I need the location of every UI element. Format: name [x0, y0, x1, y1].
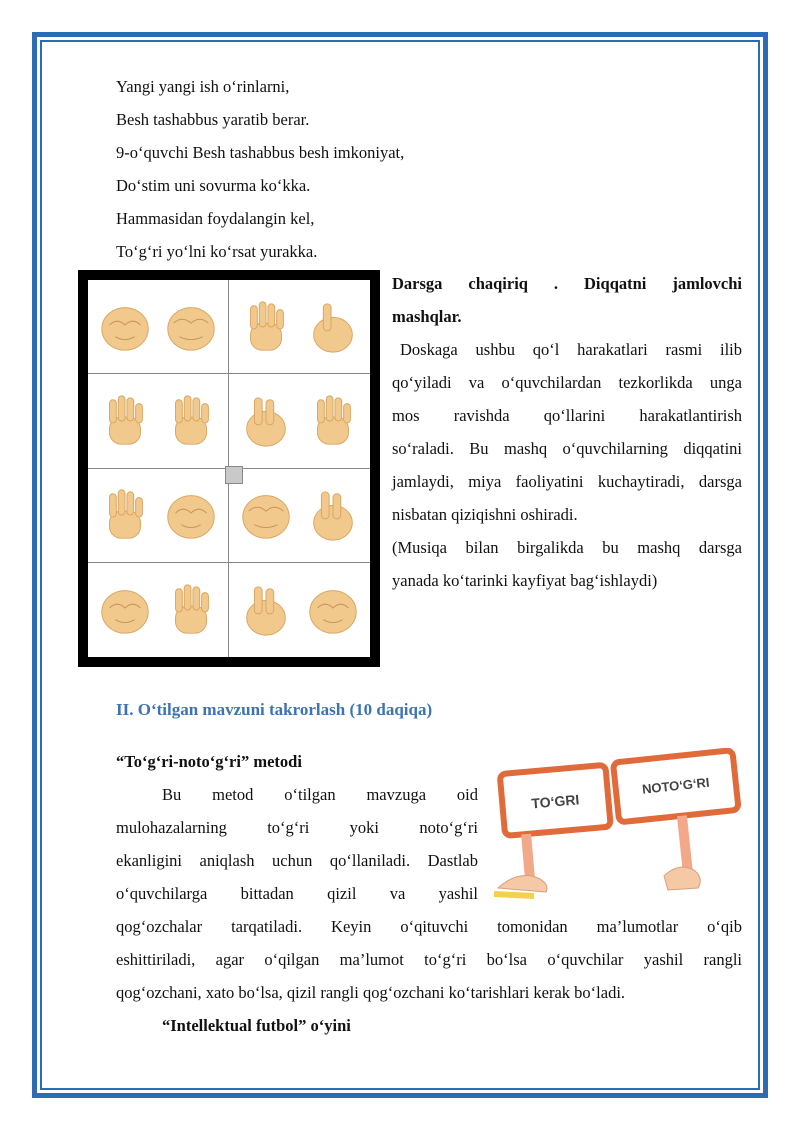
grid-cell: [88, 280, 229, 374]
exercise-line: jamlaydi, miya faoliyatini kuchaytiradi, darsga: [392, 472, 742, 491]
open-hand-icon: [162, 581, 220, 639]
poem-line: 9-o‘quvchi Besh tashabbus besh imkoniyat,: [116, 143, 405, 162]
exercise-line: so‘raladi. Bu mashq o‘quvchilarning diqqatini: [392, 439, 742, 458]
open-hand-icon: [304, 392, 362, 450]
poem-line: Besh tashabbus yaratib berar.: [116, 110, 310, 129]
fist-icon: [96, 298, 154, 356]
exercise-title-cont: mashqlar.: [392, 307, 462, 326]
pointing-hand-icon: [304, 298, 362, 356]
two-fingers-hand-icon: [237, 581, 295, 639]
method-line: Bu metod o‘tilgan mavzuga oid: [162, 785, 478, 804]
hand-gestures-image: [78, 270, 380, 667]
poem-line: To‘g‘ri yo‘lni ko‘rsat yurakka.: [116, 242, 318, 261]
exercise-line: mos ravishda qo‘llarini harakatlantirish: [392, 406, 742, 425]
fist-icon: [162, 486, 220, 544]
true-false-signs-image: [488, 748, 750, 900]
sign-left-label: TO‘GRI: [530, 791, 580, 812]
grid-cell: [88, 469, 229, 563]
correct-sign: [500, 765, 615, 884]
grid-cell: [229, 280, 370, 374]
section-heading: II. O‘tilgan mavzuni takrorlash (10 daqiqa): [116, 700, 433, 719]
poem-line: Yangi yangi ish o‘rinlarni,: [116, 77, 290, 96]
method-line: mulohazalarning to‘g‘ri yoki noto‘g‘ri: [116, 818, 478, 837]
exercise-line: (Musiqa bilan birgalikda bu mashq darsga: [392, 538, 742, 557]
open-hand-icon: [96, 392, 154, 450]
grid-cell: [229, 469, 370, 563]
fist-icon: [237, 486, 295, 544]
grid-cell: [88, 563, 229, 657]
game-title: “Intellektual futbol” o‘yini: [162, 1016, 351, 1035]
fist-icon: [162, 298, 220, 356]
method-line: eshittiriladi, agar o‘qilgan ma’lumot to‘g‘ri bo‘lsa o‘quvchilar yashil rangli: [116, 950, 742, 969]
fist-icon: [304, 581, 362, 639]
exercise-line: nisbatan qiziqishni oshiradi.: [392, 505, 578, 524]
image-placeholder-icon: [225, 466, 243, 484]
exercise-line: qo‘yiladi va o‘quvchilardan tezkorlikda unga: [392, 373, 742, 392]
poem-line: Hammasidan foydalangin kel,: [116, 209, 315, 228]
method-line: ekanligini aniqlash uchun qo‘llaniladi. Dastlab: [116, 851, 478, 870]
incorrect-sign: [613, 750, 745, 882]
open-hand-icon: [162, 392, 220, 450]
poem-line: Do‘stim uni sovurma ko‘kka.: [116, 176, 311, 195]
sign-right-label: NOTO‘G‘RI: [641, 774, 711, 797]
method-line: qog‘ozchalar tarqatiladi. Keyin o‘qituvchi tomonidan ma’lumotlar o‘qib: [116, 917, 742, 936]
open-hand-icon: [237, 298, 295, 356]
grid-cell: [88, 374, 229, 468]
open-hand-icon: [96, 486, 154, 544]
method-title: “To‘g‘ri-noto‘g‘ri” metodi: [116, 752, 302, 771]
two-fingers-hand-icon: [304, 486, 362, 544]
exercise-title: Darsga chaqiriq . Diqqatni jamlovchi: [392, 274, 742, 293]
exercise-line: Doskaga ushbu qo‘l harakatlari rasmi ilib: [400, 340, 742, 359]
two-fingers-hand-icon: [237, 392, 295, 450]
method-line: o‘quvchilarga bittadan qizil va yashil: [116, 884, 478, 903]
grid-cell: [229, 563, 370, 657]
fist-icon: [96, 581, 154, 639]
exercise-line: yanada ko‘tarinki kayfiyat bag‘ishlaydi): [392, 571, 658, 590]
grid-cell: [229, 374, 370, 468]
method-line: qog‘ozchani, xato bo‘lsa, qizil rangli qog‘ozchani ko‘tarishlari kerak bo‘ladi.: [116, 983, 626, 1002]
